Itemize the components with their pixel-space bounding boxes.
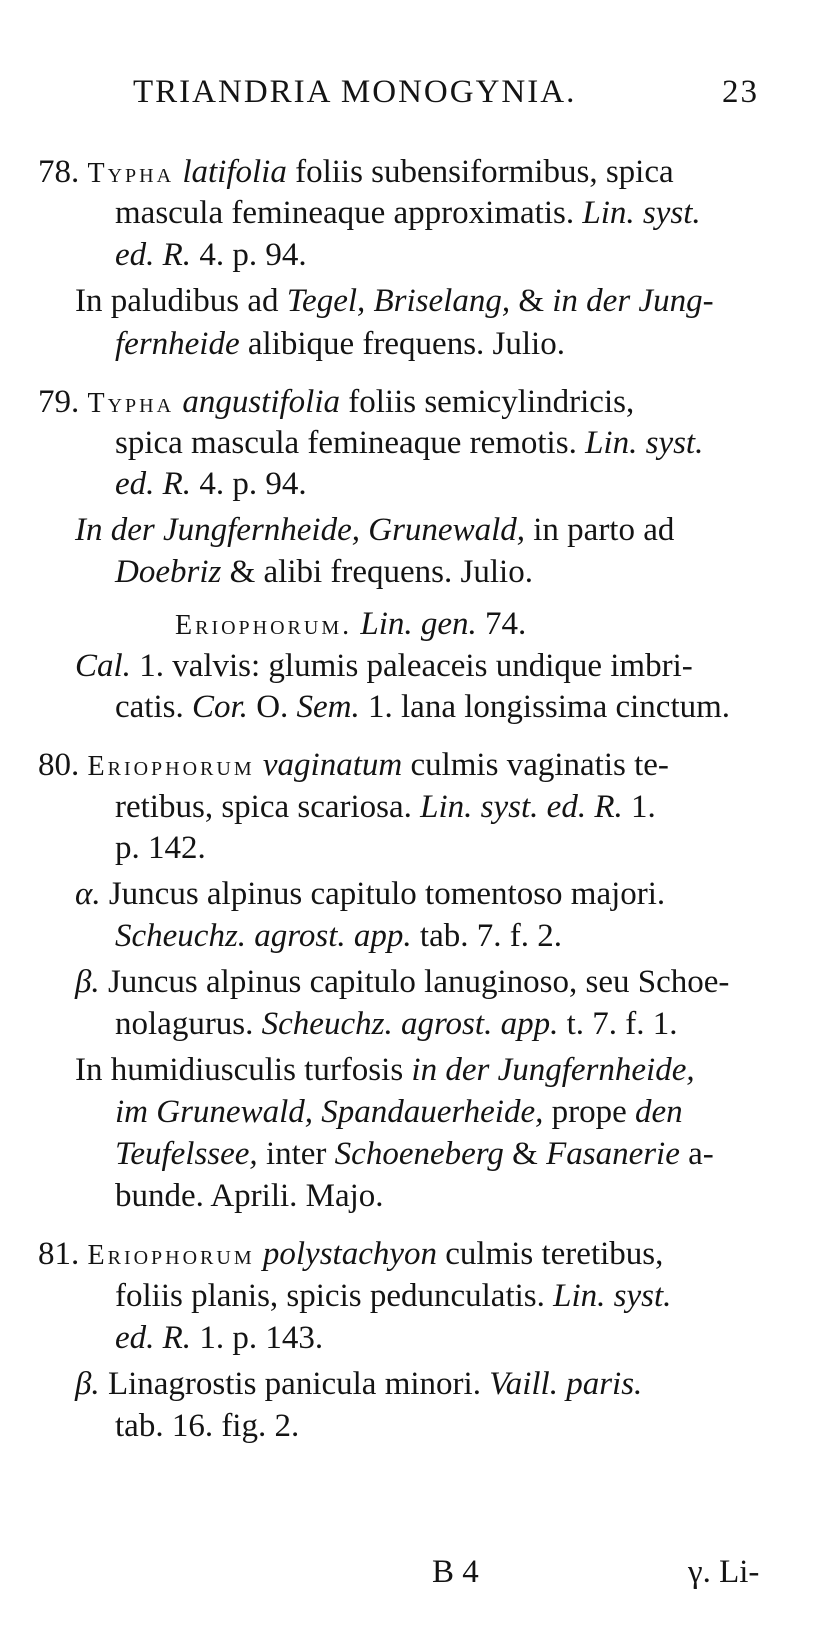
text-segment: p. 142. xyxy=(115,830,206,866)
italic-text: Sem. xyxy=(296,689,360,725)
text-segment: In paludibus ad xyxy=(75,283,287,319)
italic-text: Schoeneberg xyxy=(334,1136,504,1172)
text-line xyxy=(115,423,703,463)
text-segment: spica mascula femineaque remotis. xyxy=(115,425,586,461)
text-line xyxy=(38,1234,663,1276)
text-segment: mascula femineaque approximatis. xyxy=(115,195,583,231)
text-segment: culmis vaginatis te- xyxy=(402,747,669,783)
entry-number: 80. xyxy=(38,747,88,783)
text-line xyxy=(175,604,526,646)
text-segment: prope xyxy=(543,1094,635,1130)
text-line xyxy=(115,916,562,956)
italic-text: polystachyon xyxy=(254,1236,437,1272)
text-segment: 1. valvis: glumis paleaceis undique imbri- xyxy=(130,648,693,684)
entry-number: 78. xyxy=(38,154,88,190)
italic-text: den xyxy=(635,1094,683,1130)
text-segment: a- xyxy=(679,1136,714,1172)
italic-text: ed. R. xyxy=(115,466,192,502)
text-line xyxy=(115,464,307,504)
text-line xyxy=(115,235,307,275)
italic-text: ed. R. xyxy=(115,237,192,273)
text-line xyxy=(75,510,674,550)
text-segment: foliis subensiformibus, spica xyxy=(286,154,674,190)
text-line xyxy=(115,1176,384,1216)
signature-mark: B 4 xyxy=(432,1554,479,1590)
text-line xyxy=(115,193,701,233)
italic-text: Cor. xyxy=(191,689,248,725)
genus-name: Eriophorum xyxy=(87,1240,255,1271)
italic-text: Vaill. paris. xyxy=(489,1366,643,1402)
text-line xyxy=(115,552,533,592)
text-segment: t. 7. f. 1. xyxy=(558,1006,678,1042)
text-line xyxy=(38,382,634,424)
italic-text: Lin. syst. ed. R. xyxy=(420,789,623,825)
text-line xyxy=(75,1050,695,1090)
italic-text: β. xyxy=(75,1366,100,1402)
italic-text: angustifolia xyxy=(174,384,340,420)
text-segment: culmis teretibus, xyxy=(437,1236,664,1272)
text-segment: Linagrostis panicula minori. xyxy=(99,1366,490,1402)
italic-text: vaginatum xyxy=(254,747,403,783)
text-line xyxy=(75,281,714,321)
italic-text: α. xyxy=(75,876,101,912)
text-segment: in parto ad xyxy=(525,512,675,548)
text-segment: 1. lana longissima cinctum. xyxy=(359,689,731,725)
text-segment: bunde. Aprili. Majo. xyxy=(115,1178,384,1214)
text-segment: 4. p. 94. xyxy=(191,466,307,502)
text-segment: & alibi frequens. Julio. xyxy=(221,554,533,590)
text-line xyxy=(115,1004,678,1044)
italic-text: Doebriz xyxy=(115,554,222,590)
text-line xyxy=(38,745,669,787)
genus-name: Eriophorum xyxy=(87,751,255,782)
text-segment: 74. xyxy=(476,606,527,642)
catchword: γ. Li- xyxy=(688,1554,760,1590)
text-segment: inter xyxy=(257,1136,335,1172)
text-line xyxy=(75,874,665,914)
italic-text: Lin. syst. xyxy=(553,1278,672,1314)
text-segment: catis. xyxy=(115,689,192,725)
italic-text: Scheuchz. agrost. app. xyxy=(115,918,412,954)
entry-number: 79. xyxy=(38,384,88,420)
text-segment: tab. 16. fig. 2. xyxy=(115,1408,300,1444)
text-line xyxy=(38,152,674,194)
text-line xyxy=(115,1318,323,1358)
italic-text: Cal. xyxy=(75,648,131,684)
italic-text: Scheuchz. agrost. app. xyxy=(261,1006,559,1042)
text-segment: Juncus alpinus capitulo tomentoso majori. xyxy=(100,876,666,912)
text-segment: 4. p. 94. xyxy=(191,237,307,273)
text-line xyxy=(75,646,693,686)
text-segment: foliis semicylindricis, xyxy=(340,384,635,420)
running-header-title: TRIANDRIA MONOGYNIA. xyxy=(133,74,577,110)
text-line xyxy=(115,1276,671,1316)
italic-text: in der Jung- xyxy=(552,283,714,319)
italic-text: im Grunewald, Spandauerheide, xyxy=(115,1094,544,1130)
text-segment: In humidiusculis turfosis xyxy=(75,1052,412,1088)
italic-text: Teufelssee, xyxy=(115,1136,258,1172)
genus-name: Typha xyxy=(87,158,175,189)
text-line xyxy=(75,1364,642,1404)
italic-text: ed. R. xyxy=(115,1320,192,1356)
italic-text: in der Jungfernheide, xyxy=(411,1052,695,1088)
italic-text: Tegel, Briselang, xyxy=(286,283,511,319)
text-segment: foliis planis, spicis pedunculatis. xyxy=(115,1278,554,1314)
text-segment: Juncus alpinus capitulo lanuginoso, seu Schoe- xyxy=(99,964,730,1000)
italic-text: latifolia xyxy=(174,154,287,190)
italic-text: fernheide xyxy=(115,326,240,362)
text-segment: nolagurus. xyxy=(115,1006,262,1042)
genus-name: Typha xyxy=(87,388,175,419)
text-segment: O. xyxy=(247,689,297,725)
page-number: 23 xyxy=(722,74,759,110)
text-line xyxy=(115,828,206,868)
italic-text: In der Jungfernheide, Grunewald, xyxy=(75,512,525,548)
text-segment: & xyxy=(503,1136,547,1172)
italic-text: β. xyxy=(75,964,100,1000)
text-line xyxy=(75,962,729,1002)
text-line xyxy=(115,687,730,727)
text-line xyxy=(115,1092,683,1132)
text-segment: alibique frequens. Julio. xyxy=(239,326,565,362)
text-line xyxy=(115,1134,714,1174)
text-segment: 1. xyxy=(622,789,656,825)
italic-text: Lin. syst. xyxy=(585,425,704,461)
italic-text: Lin. gen. xyxy=(352,606,477,642)
italic-text: Lin. syst. xyxy=(582,195,701,231)
text-line xyxy=(115,324,565,364)
genus-name: Eriophorum. xyxy=(175,610,353,641)
text-segment: tab. 7. f. 2. xyxy=(411,918,562,954)
italic-text: Fasanerie xyxy=(546,1136,680,1172)
text-segment: 1. p. 143. xyxy=(191,1320,324,1356)
entry-number: 81. xyxy=(38,1236,88,1272)
text-segment: retibus, spica scariosa. xyxy=(115,789,421,825)
text-line xyxy=(115,1406,299,1446)
text-line xyxy=(115,787,656,827)
text-segment: & xyxy=(510,283,553,319)
